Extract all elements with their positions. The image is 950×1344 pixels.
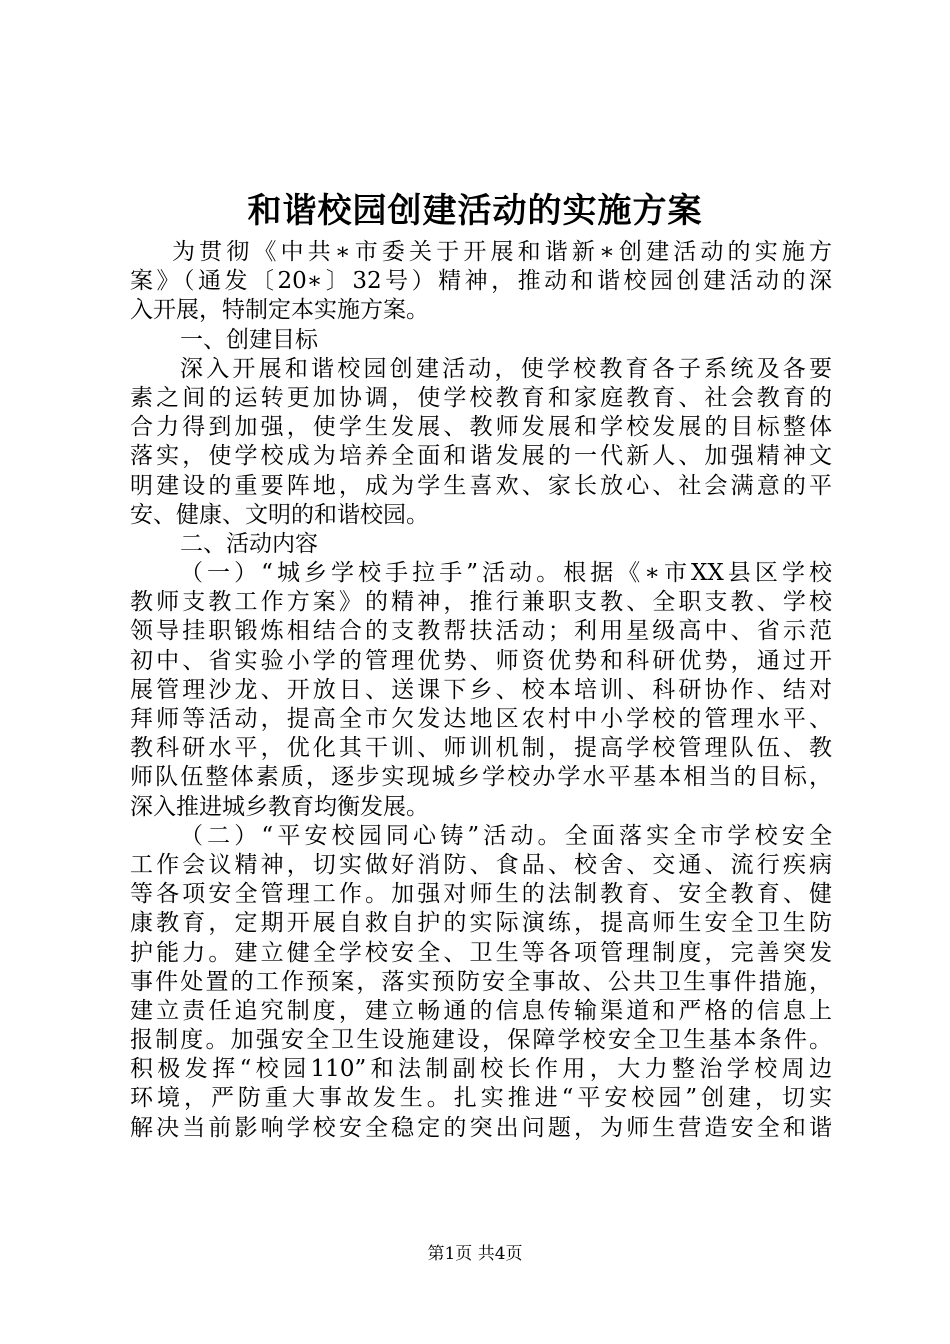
- body-line: 解决当前影响学校安全稳定的突出问题，为师生营造安全和谐: [130, 1114, 832, 1141]
- body-line: 建立责任追究制度，建立畅通的信息传输渠道和严格的信息上: [130, 997, 832, 1024]
- body-line: 教师支教工作方案》的精神，推行兼职支教、全职支教、学校: [130, 589, 832, 616]
- body-line: 领导挂职锻炼相结合的支教帮扶活动；利用星级高中、省示范: [130, 618, 832, 645]
- body-line: 素之间的运转更加协调，使学校教育和家庭教育、社会教育的: [130, 384, 832, 411]
- body-line: 初中、省实验小学的管理优势、师资优势和科研优势，通过开: [130, 647, 832, 674]
- body-line: 工作会议精神，切实做好消防、食品、校舍、交通、流行疾病: [130, 851, 832, 878]
- body-line: 明建设的重要阵地，成为学生喜欢、家长放心、社会满意的平: [130, 472, 832, 499]
- body-line: 积极发挥“校园110”和法制副校长作用，大力整治学校周边: [130, 1056, 832, 1083]
- body-line: 一、创建目标: [180, 326, 318, 353]
- body-line: 落实，使学校成为培养全面和谐发展的一代新人、加强精神文: [130, 443, 832, 470]
- body-line: 深入推进城乡教育均衡发展。: [130, 793, 429, 820]
- body-line: 师队伍整体素质，逐步实现城乡学校办学水平基本相当的目标，: [130, 764, 832, 791]
- body-line: 入开展，特制定本实施方案。: [130, 297, 429, 324]
- document-body: [130, 238, 832, 1143]
- body-line: 二、活动内容: [180, 530, 318, 557]
- body-line: 等各项安全管理工作。加强对师生的法制教育、安全教育、健: [130, 881, 832, 908]
- body-line: 为贯彻《中共∗市委关于开展和谐新∗创建活动的实施方: [172, 239, 832, 265]
- body-line: 护能力。建立健全学校安全、卫生等各项管理制度，完善突发: [130, 939, 832, 966]
- body-line: 展管理沙龙、开放日、送课下乡、校本培训、科研协作、结对: [130, 676, 832, 703]
- page-footer: 第1页 共4页: [427, 1244, 523, 1264]
- body-line: 案》（通发〔20∗〕32号）精神，推动和谐校园创建活动的深: [130, 268, 832, 295]
- body-line: 深入开展和谐校园创建活动，使学校教育各子系统及各要: [180, 355, 832, 382]
- body-line: （一）“城乡学校手拉手”活动。根据《∗市XX县区学校: [180, 560, 832, 587]
- body-line: （二）“平安校园同心铸”活动。全面落实全市学校安全: [180, 822, 832, 849]
- body-line: 拜师等活动，提高全市欠发达地区农村中小学校的管理水平、: [130, 706, 832, 732]
- body-line: 报制度。加强安全卫生设施建设，保障学校安全卫生基本条件。: [130, 1027, 832, 1054]
- body-line: 合力得到加强，使学生发展、教师发展和学校发展的目标整体: [130, 414, 832, 441]
- body-line: 安、健康、文明的和谐校园。: [130, 501, 429, 528]
- body-line: 教科研水平，优化其干训、师训机制，提高学校管理队伍、教: [130, 735, 832, 762]
- body-line: 康教育，定期开展自救自护的实际演练，提高师生安全卫生防: [130, 910, 832, 937]
- body-line: 环境，严防重大事故发生。扎实推进“平安校园”创建，切实: [130, 1085, 832, 1112]
- body-line: 事件处置的工作预案，落实预防安全事故、公共卫生事件措施，: [130, 968, 832, 995]
- document-title: 和谐校园创建活动的实施方案: [247, 191, 703, 231]
